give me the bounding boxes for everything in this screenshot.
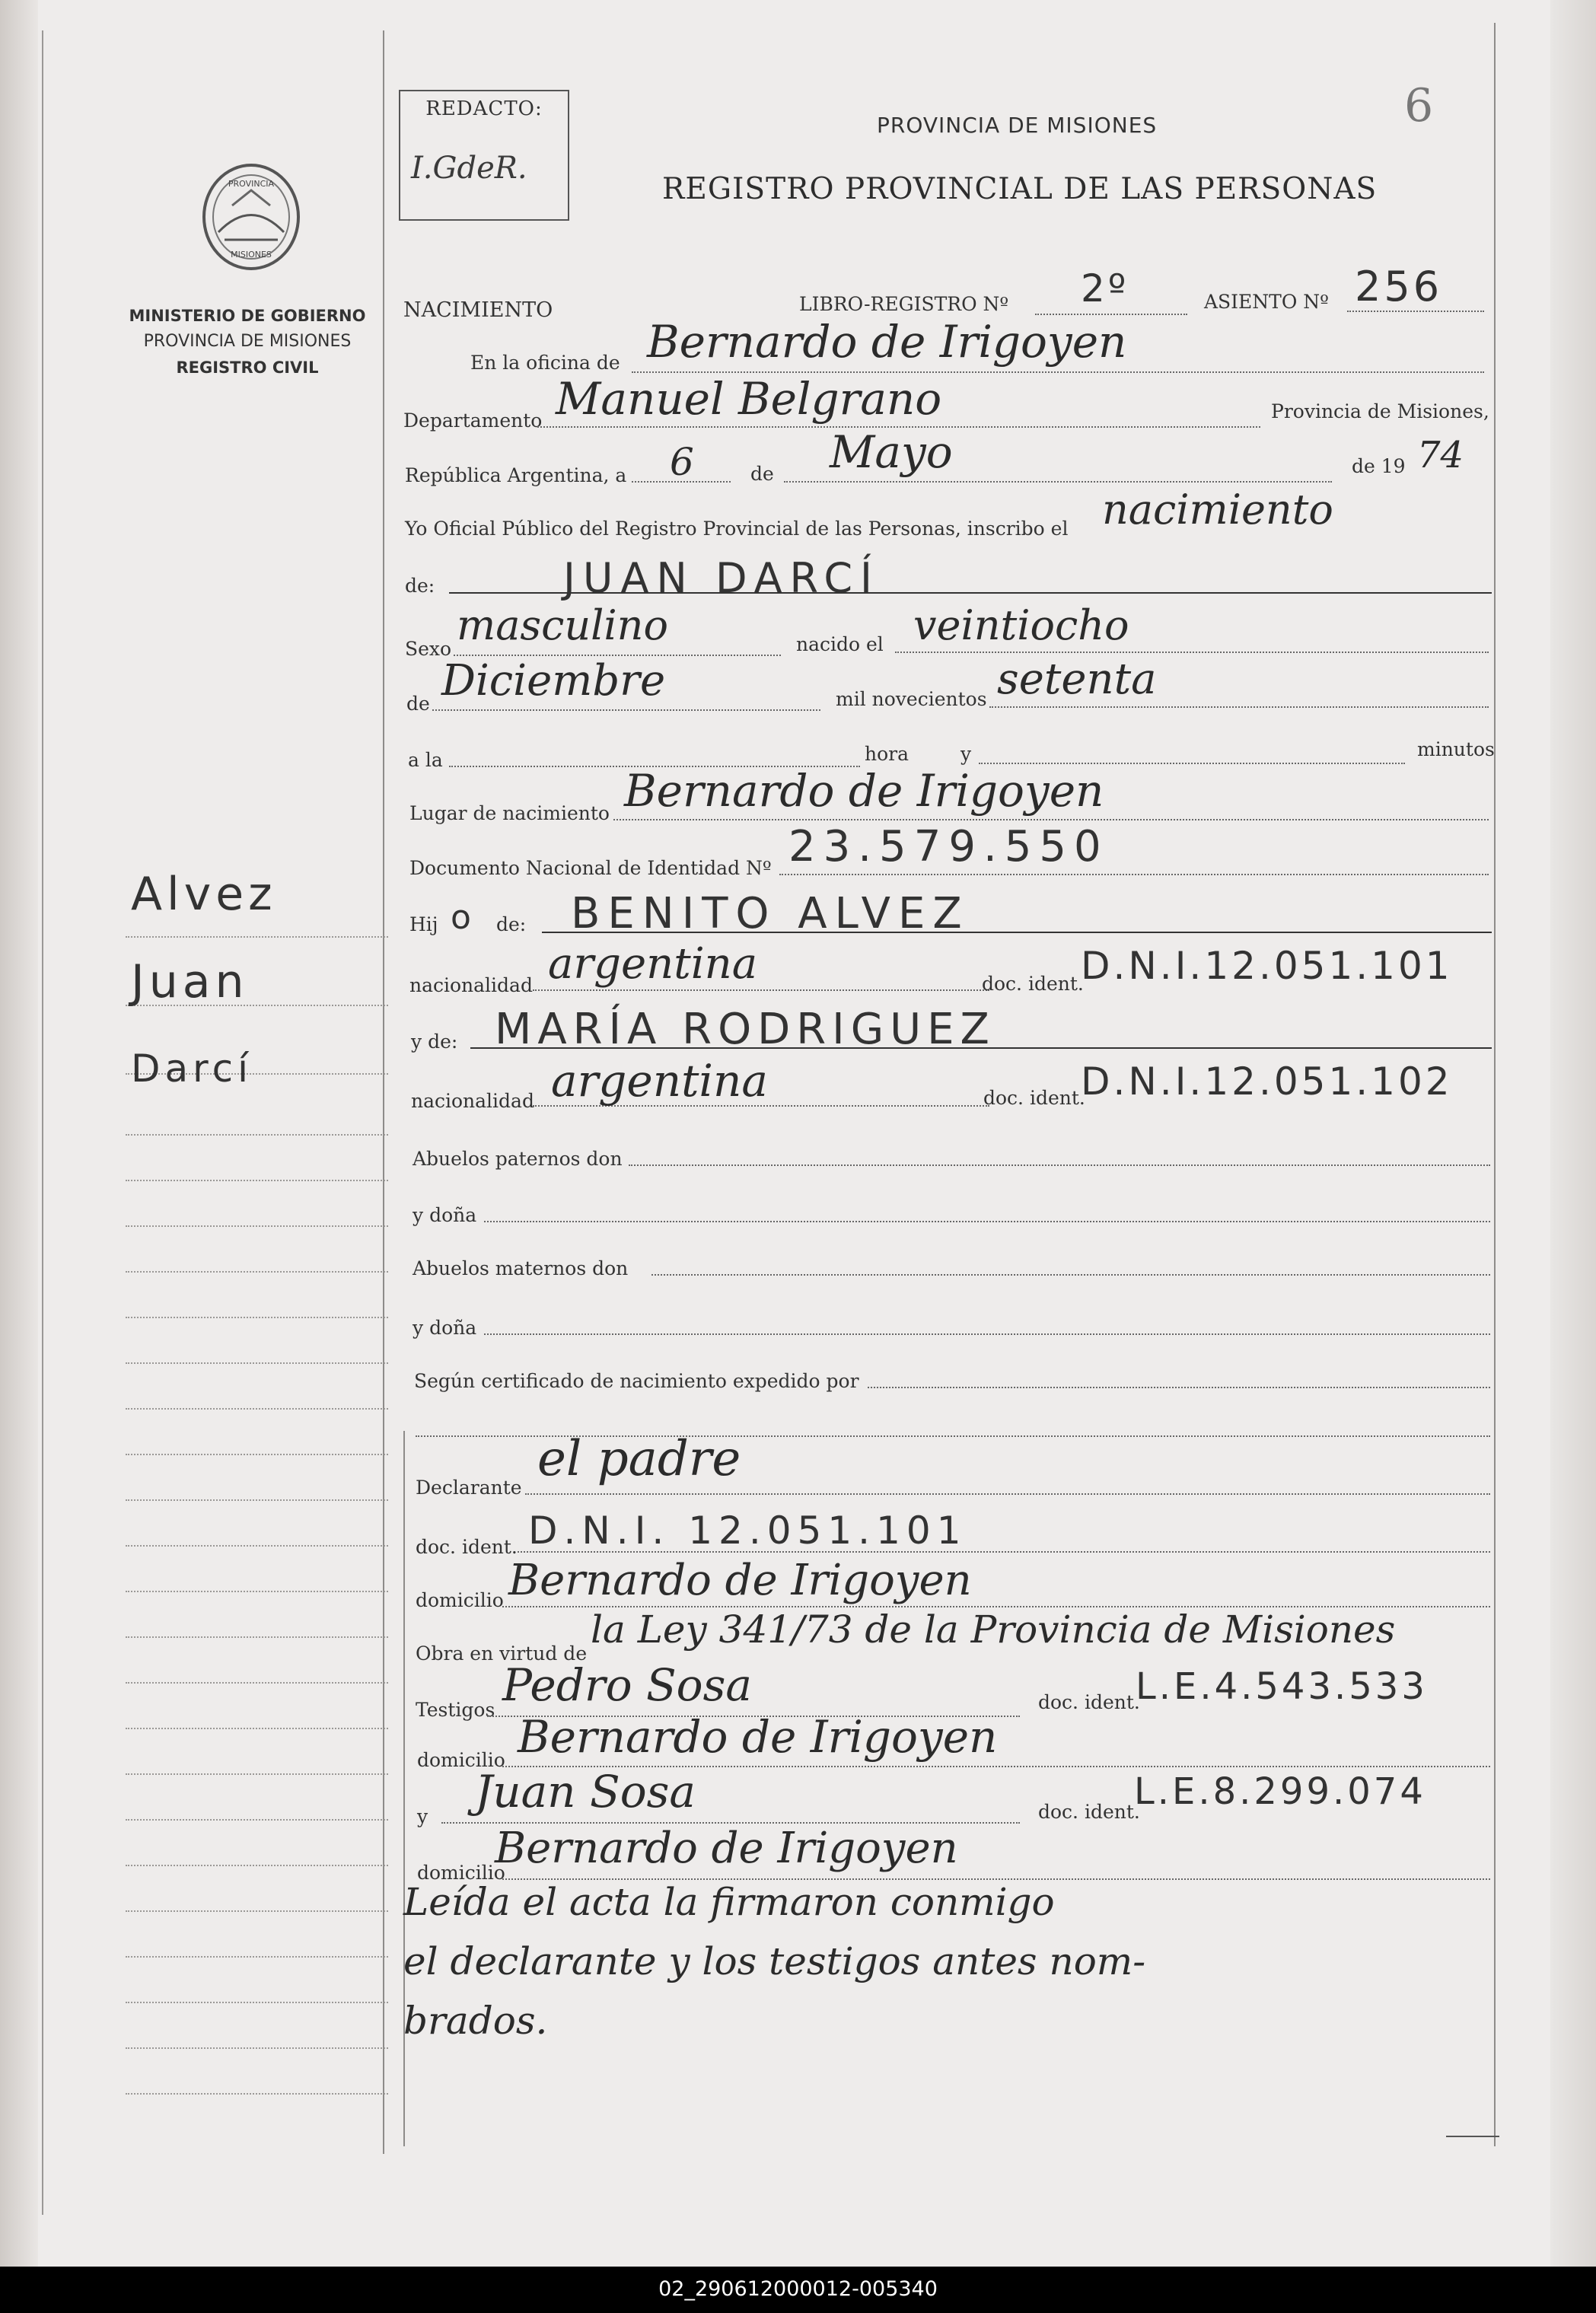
closing-line-2: el declarante y los testigos antes nom- bbox=[403, 1939, 1146, 1983]
libro-line bbox=[1035, 314, 1187, 315]
sexo-label: Sexo bbox=[405, 638, 452, 660]
testigos-label: Testigos bbox=[416, 1699, 495, 1721]
nac-madre-value: argentina bbox=[551, 1055, 768, 1107]
margin-line bbox=[126, 2047, 388, 2049]
abuela-materna-label: y doña bbox=[413, 1317, 477, 1339]
margin-line bbox=[126, 1636, 388, 1638]
de-label: de bbox=[750, 463, 774, 485]
act-type-label: NACIMIENTO bbox=[403, 298, 553, 322]
segun-label: Según certificado de nacimiento expedido por bbox=[414, 1370, 859, 1392]
declarante-label: Declarante bbox=[416, 1477, 522, 1499]
documento-value: 23.579.550 bbox=[788, 822, 1109, 871]
asiento-label: ASIENTO Nº bbox=[1204, 291, 1329, 313]
yo-oficial-label: Yo Oficial Público del Registro Provincial de las Personas, inscribo el bbox=[405, 518, 1069, 540]
end-stroke bbox=[1446, 2136, 1499, 2137]
departamento-label: Departamento bbox=[403, 409, 543, 432]
nacido-line bbox=[895, 652, 1489, 653]
doc-madre-label: doc. ident. bbox=[983, 1087, 1085, 1109]
closing-line-1: Leída el acta la firmaron conmigo bbox=[403, 1880, 1055, 1924]
scan-footer bbox=[0, 2267, 1596, 2313]
nac-padre-value: argentina bbox=[548, 939, 758, 989]
oficina-value: Bernardo de Irigoyen bbox=[647, 316, 1127, 368]
margin-line bbox=[126, 2002, 388, 2003]
registry-heading: REGISTRO PROVINCIAL DE LAS PERSONAS bbox=[662, 172, 1378, 206]
redacto-box bbox=[399, 90, 569, 221]
margin-line bbox=[126, 1956, 388, 1958]
ministry-block bbox=[107, 303, 388, 381]
margin-line bbox=[126, 1819, 388, 1821]
doc-padre-label: doc. ident. bbox=[982, 973, 1084, 995]
abuelos-paternos-line bbox=[629, 1164, 1490, 1166]
right-border-rule bbox=[1494, 23, 1496, 2146]
anio-nac-line bbox=[989, 706, 1489, 708]
left-margin-rule bbox=[42, 30, 43, 2215]
doc-declarante-value: D.N.I. 12.051.101 bbox=[528, 1509, 967, 1553]
doc-testigo1-value: L.E.4.543.533 bbox=[1136, 1665, 1428, 1708]
mes-line bbox=[784, 481, 1332, 483]
libro-label: LIBRO-REGISTRO Nº bbox=[799, 293, 1009, 315]
dia-value: 6 bbox=[670, 440, 694, 484]
domicilio-testigo1-label: domicilio bbox=[417, 1749, 505, 1771]
asiento-value: 256 bbox=[1355, 263, 1443, 311]
padre-value: BENITO ALVEZ bbox=[571, 889, 970, 938]
lugar-label: Lugar de nacimiento bbox=[409, 802, 610, 824]
de-19-label: de 19 bbox=[1352, 455, 1406, 477]
declarante-value: el padre bbox=[537, 1431, 741, 1487]
margin-line bbox=[126, 1910, 388, 1912]
domicilio-testigo2-value: Bernardo de Irigoyen bbox=[495, 1824, 958, 1873]
documento-label: Documento Nacional de Identidad Nº bbox=[409, 857, 772, 879]
segun-line bbox=[868, 1387, 1490, 1388]
mes-nac-label: de bbox=[406, 693, 430, 715]
sexo-value: masculino bbox=[457, 601, 668, 649]
abuelos-maternos-label: Abuelos maternos don bbox=[413, 1257, 629, 1279]
hora-label: hora bbox=[865, 743, 909, 765]
margin-second-name: Darcí bbox=[131, 1047, 253, 1091]
margin-line bbox=[126, 1728, 388, 1729]
abuela-materna-line bbox=[484, 1333, 1490, 1335]
ministry-line-2: PROVINCIA DE MISIONES bbox=[143, 332, 352, 351]
nombre-value: JUAN DARCÍ bbox=[563, 554, 880, 602]
misiones-seal-icon bbox=[194, 160, 308, 274]
province-heading: PROVINCIA DE MISIONES bbox=[877, 113, 1158, 138]
mil-novecientos-label: mil novecientos bbox=[836, 688, 987, 710]
provincia-label: Provincia de Misiones, bbox=[1271, 400, 1489, 422]
a-la-label: a la bbox=[408, 749, 443, 771]
madre-value: MARÍA RODRIGUEZ bbox=[495, 1005, 996, 1054]
margin-first-name: Juan bbox=[131, 955, 249, 1008]
y-label: y bbox=[960, 743, 972, 765]
scan-id: 02_290612000012-005340 bbox=[658, 2277, 938, 2301]
nacido-value: veintiocho bbox=[913, 601, 1129, 649]
acto-value: nacimiento bbox=[1102, 486, 1333, 534]
testigo2-y-label: y bbox=[417, 1805, 428, 1827]
lugar-value: Bernardo de Irigoyen bbox=[624, 765, 1104, 817]
ministry-line-3: REGISTRO CIVIL bbox=[176, 358, 319, 377]
asiento-line bbox=[1347, 311, 1484, 312]
republica-label: República Argentina, a bbox=[405, 464, 627, 486]
page-gutter-shadow bbox=[0, 0, 38, 2267]
oficina-label: En la oficina de bbox=[470, 352, 620, 374]
minutos-label: minutos bbox=[1417, 738, 1495, 760]
anio-value: 74 bbox=[1417, 434, 1464, 476]
anio-nac-value: setenta bbox=[997, 655, 1157, 704]
obra-value: la Ley 341/73 de la Provincia de Misiones bbox=[591, 1607, 1396, 1652]
testigo1-value: Pedro Sosa bbox=[502, 1659, 752, 1711]
page-edge bbox=[1550, 0, 1596, 2267]
lugar-line bbox=[613, 819, 1489, 820]
documento-line bbox=[779, 874, 1489, 875]
domicilio-declarante-label: domicilio bbox=[416, 1589, 504, 1611]
margin-line bbox=[126, 936, 388, 938]
margin-line bbox=[126, 1225, 388, 1227]
redacto-initials: I.GdeR. bbox=[411, 151, 527, 186]
domicilio-testigo2-label: domicilio bbox=[417, 1862, 505, 1884]
margin-line bbox=[126, 1271, 388, 1273]
margin-line bbox=[126, 1499, 388, 1501]
doc-testigo2-value: L.E.8.299.074 bbox=[1134, 1770, 1426, 1813]
doc-padre-value: D.N.I.12.051.101 bbox=[1081, 944, 1453, 988]
margin-line bbox=[126, 1408, 388, 1410]
nac-madre-label: nacionalidad bbox=[411, 1090, 534, 1112]
nacido-label: nacido el bbox=[796, 633, 884, 655]
seal-text-top: PROVINCIA bbox=[228, 179, 275, 189]
margin-line bbox=[126, 1773, 388, 1775]
closing-line-3: brados. bbox=[403, 1999, 548, 2043]
doc-testigo1-label: doc. ident. bbox=[1038, 1691, 1140, 1713]
domicilio-testigo1-value: Bernardo de Irigoyen bbox=[518, 1711, 998, 1763]
margin-line bbox=[126, 1682, 388, 1684]
nombre-label: de: bbox=[405, 575, 435, 597]
mes-nac-line bbox=[432, 709, 820, 711]
margin-line bbox=[126, 1591, 388, 1592]
padre-label: de: bbox=[496, 913, 527, 935]
abuelos-paternos-label: Abuelos paternos don bbox=[413, 1148, 623, 1170]
hijo-label: Hij bbox=[409, 913, 438, 935]
seal-text-bottom: MISIONES bbox=[231, 250, 272, 260]
margin-line bbox=[126, 1454, 388, 1455]
declarante-line bbox=[525, 1493, 1490, 1495]
margin-line bbox=[126, 2093, 388, 2095]
abuelos-maternos-line bbox=[651, 1274, 1490, 1276]
margin-line bbox=[126, 1545, 388, 1547]
obra-label: Obra en virtud de bbox=[416, 1642, 588, 1665]
margin-line bbox=[126, 1865, 388, 1866]
margin-line bbox=[126, 1180, 388, 1181]
abuela-paterna-line bbox=[484, 1221, 1490, 1222]
doc-madre-value: D.N.I.12.051.102 bbox=[1081, 1059, 1453, 1104]
margin-line bbox=[126, 1134, 388, 1136]
redacto-label: REDACTO: bbox=[425, 97, 543, 120]
libro-value: 2º bbox=[1081, 266, 1129, 311]
nac-padre-line bbox=[533, 989, 989, 991]
margin-line bbox=[126, 1317, 388, 1318]
doc-declarante-label: doc. ident. bbox=[416, 1536, 518, 1558]
domicilio-declarante-value: Bernardo de Irigoyen bbox=[508, 1556, 972, 1605]
minutos-line bbox=[979, 763, 1405, 764]
abuela-paterna-label: y doña bbox=[413, 1204, 477, 1226]
departamento-value: Manuel Belgrano bbox=[556, 373, 942, 425]
mes-nac-value: Diciembre bbox=[441, 656, 666, 706]
ministry-line-1: MINISTERIO DE GOBIERNO bbox=[129, 307, 366, 325]
margin-line bbox=[126, 1362, 388, 1364]
page-number: 6 bbox=[1404, 79, 1434, 132]
hijo-suffix: o bbox=[451, 898, 474, 937]
doc-testigo2-label: doc. ident. bbox=[1038, 1801, 1140, 1823]
nac-padre-label: nacionalidad bbox=[409, 974, 533, 996]
testigo2-value: Juan Sosa bbox=[475, 1766, 696, 1818]
margin-surname: Alvez bbox=[131, 868, 277, 921]
madre-label: y de: bbox=[411, 1031, 458, 1053]
mes-value: Mayo bbox=[830, 426, 953, 478]
